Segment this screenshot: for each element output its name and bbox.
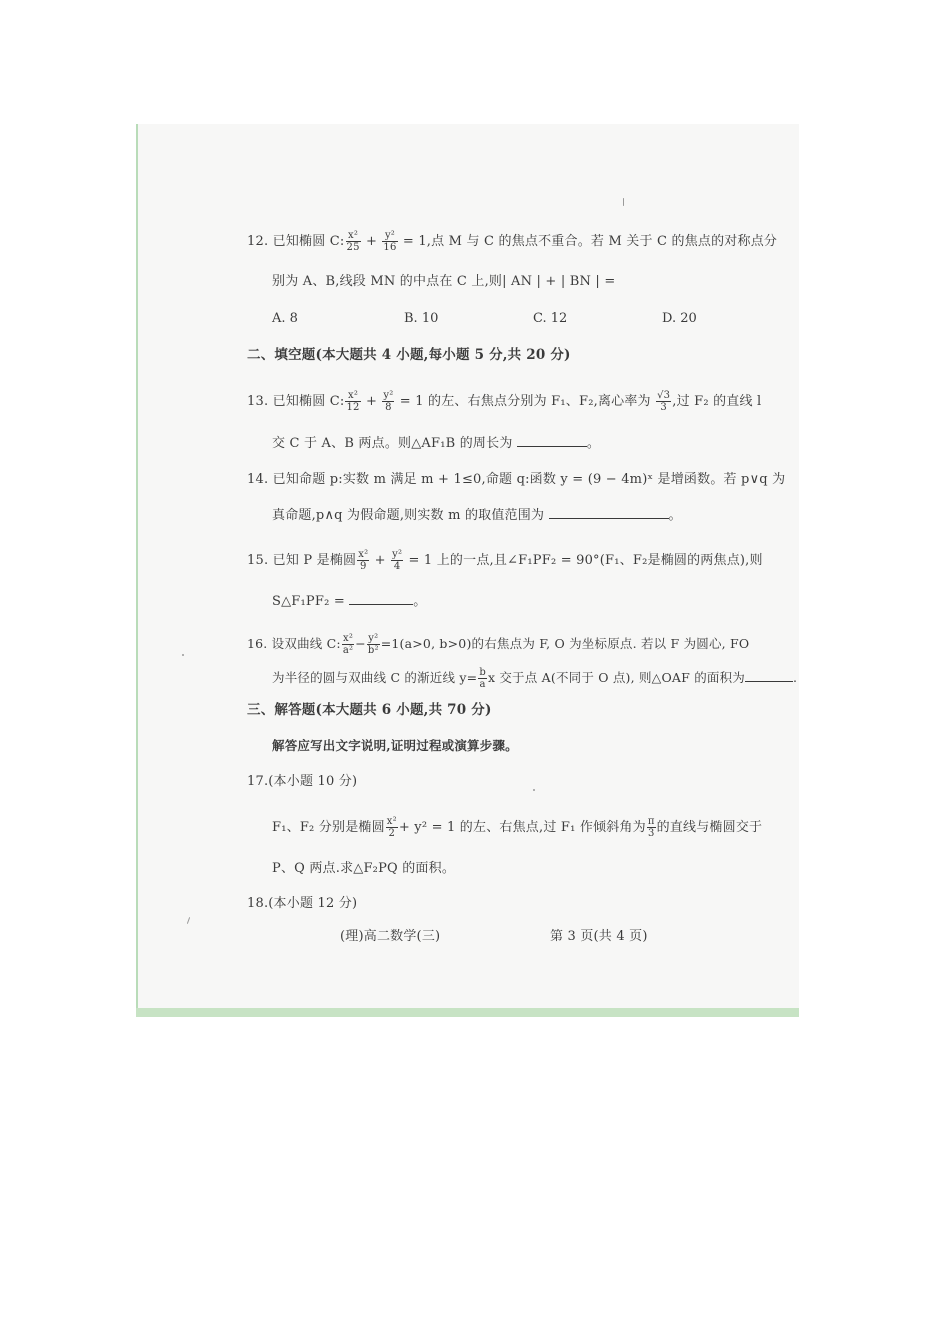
q12-line2: 别为 A、B,线段 MN 的中点在 C 上,则| AN | + | BN | = bbox=[272, 274, 616, 289]
fraction: $\frac{\text{y²}}{\text{b²}}$ bbox=[367, 633, 379, 656]
section-heading-fill-in: 二、填空题(本大题共 4 小题,每小题 5 分,共 20 分) bbox=[247, 347, 571, 363]
q18-header: 18.(本小题 12 分) bbox=[247, 896, 358, 911]
q14-line2: 真命题,p∧q 为假命题,则实数 m 的取值范围为 。 bbox=[272, 508, 682, 523]
scan-left-edge bbox=[136, 124, 138, 1017]
fraction: $\frac{b}{a}$ bbox=[479, 667, 486, 690]
q12-option-b: B. 10 bbox=[404, 311, 439, 326]
answer-blank bbox=[517, 436, 587, 447]
instruction-text: 解答应写出文字说明,证明过程或演算步骤。 bbox=[272, 738, 518, 753]
fraction: $\frac{\text{x²}}{\text{a²}}$ bbox=[342, 633, 354, 656]
scan-speck bbox=[187, 917, 190, 924]
fraction: $\frac{\text{y²}}{4}$ bbox=[392, 549, 403, 572]
q12-option-a: A. 8 bbox=[272, 311, 298, 326]
section-heading-solutions: 三、解答题(本大题共 6 小题,共 70 分) bbox=[247, 702, 492, 718]
q16-line1: 16. 设双曲线 C: $\frac{\text{x²}}{\text{a²}}$ − $\frac{\text{y²}}{\text{b²}}$ =1(a>0, b>0)的右焦点为 F, O 为坐标原点. 若以 F 为圆心, FO bbox=[247, 633, 750, 656]
fraction: $\frac{\text{y²}}{8}$ bbox=[383, 390, 394, 413]
answer-blank bbox=[349, 594, 413, 605]
scan-bottom-edge bbox=[136, 1008, 799, 1017]
answer-blank bbox=[745, 671, 793, 682]
q13-line1: 13. 已知椭圆 C: $\frac{\text{x²}}{12}$ + $\frac{\text{y²}}{8}$ = 1 的左、右焦点分别为 F₁、F₂,离心率为 $\frac{√3}{3}$ ,过 F₂ 的直线 l bbox=[247, 390, 762, 413]
fraction: $\frac{√3}{3}$ bbox=[657, 390, 671, 413]
q13-line2: 交 C 于 A、B 两点。则△AF₁B 的周长为 。 bbox=[272, 436, 601, 451]
scanned-page bbox=[136, 124, 799, 1017]
q12-line1: 12. 已知椭圆 C: $\frac{\text{x²}}{25}$ + $\frac{\text{y²}}{16}$ = 1,点 M 与 C 的焦点不重合。若 M 关于 C 的焦点的对称点分 bbox=[247, 230, 778, 253]
q15-line2: S△F₁PF₂ = 。 bbox=[272, 594, 427, 609]
q17-line1: F₁、F₂ 分别是椭圆 $\frac{\text{x²}}{2}$ + y² = 1 的左、右焦点,过 F₁ 作倾斜角为 $\frac{\pi}{3}$ 的直线与椭圆交于 bbox=[272, 816, 763, 839]
q17-line2: P、Q 两点.求△F₂PQ 的面积。 bbox=[272, 861, 456, 876]
q12-option-c: C. 12 bbox=[533, 311, 568, 326]
fraction: $\frac{\text{x²}}{12}$ bbox=[346, 390, 360, 413]
q15-line1: 15. 已知 P 是椭圆 $\frac{\text{x²}}{9}$ + $\frac{\text{y²}}{4}$ = 1 上的一点,且∠F₁PF₂ = 90°(F₁、F₂是椭圆的两焦点),则 bbox=[247, 549, 763, 572]
scan-speck bbox=[623, 198, 624, 206]
fraction: $\frac{\text{x²}}{2}$ bbox=[386, 816, 397, 839]
fraction: $\frac{\pi}{3}$ bbox=[647, 816, 655, 839]
fraction: $\frac{\text{x²}}{9}$ bbox=[358, 549, 369, 572]
q17-header: 17.(本小题 10 分) bbox=[247, 774, 358, 789]
fraction: $\frac{\text{y²}}{16}$ bbox=[383, 230, 397, 253]
q14-line1: 14. 已知命题 p:实数 m 满足 m + 1≤0,命题 q:函数 y = (9 − 4m)ˣ 是增函数。若 p∨q 为 bbox=[247, 472, 786, 487]
scan-speck bbox=[533, 789, 535, 791]
q16-line2: 为半径的圆与双曲线 C 的渐近线 y= $\frac{b}{a}$ x 交于点 A(不同于 O 点), 则△OAF 的面积为 . bbox=[272, 667, 798, 690]
answer-blank bbox=[549, 508, 669, 519]
footer-page-number: 第 3 页(共 4 页) bbox=[550, 929, 648, 944]
q12-option-d: D. 20 bbox=[662, 311, 697, 326]
fraction: $\frac{\text{x²}}{25}$ bbox=[346, 230, 360, 253]
footer-subject: (理)高二数学(三) bbox=[340, 929, 441, 944]
scan-speck bbox=[182, 654, 184, 656]
